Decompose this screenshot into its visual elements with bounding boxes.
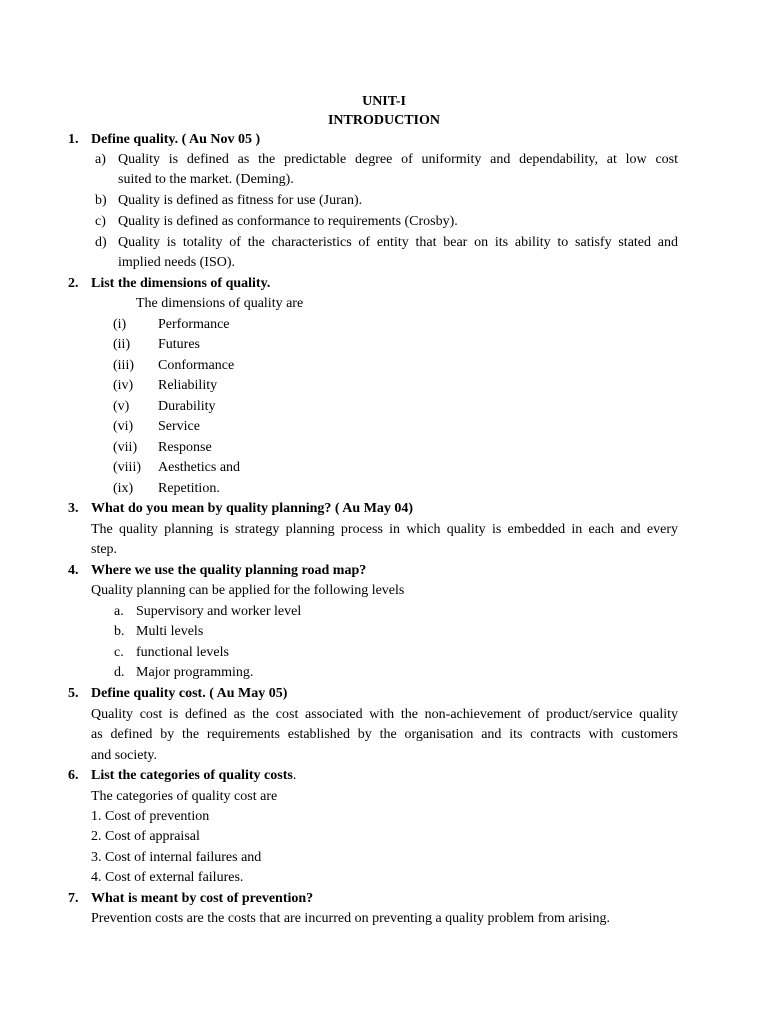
question-title: What do you mean by quality planning? ( Au May 04) (91, 501, 414, 516)
list-item-text: Quality is totality of the characteristics of entity that bear on its ability to satisfy stated and (118, 235, 678, 250)
question-title: List the dimensions of quality. (91, 276, 271, 291)
list-marker: (v) (113, 399, 130, 414)
list-item-text: Quality is defined as the predictable degree of uniformity and dependability, at low cost (118, 152, 678, 167)
paragraph: Quality cost is defined as the cost associated with the non-achievement of product/service quality (91, 707, 678, 722)
list-item-text: 1. Cost of prevention (91, 809, 210, 824)
list-item-text: Supervisory and worker level (136, 604, 302, 619)
list-marker: (iv) (113, 378, 134, 393)
list-marker: d) (95, 235, 107, 250)
list-item-text: Reliability (158, 378, 218, 393)
list-item-text: Major programming. (136, 665, 254, 680)
list-marker: c) (95, 214, 106, 229)
list-marker: c. (114, 645, 124, 660)
list-item-text: Futures (158, 337, 200, 352)
paragraph: and society. (91, 748, 157, 763)
list-marker: (iii) (113, 358, 134, 373)
list-item-text: Performance (158, 317, 230, 332)
paragraph: Quality planning can be applied for the following levels (91, 583, 405, 598)
question-title: Define quality cost. ( Au May 05) (91, 686, 288, 701)
list-item-text: Aesthetics and (158, 460, 241, 475)
question-number: 3. (68, 501, 79, 516)
question-title: Where we use the quality planning road map? (91, 563, 367, 578)
unit-heading: UNIT-I (362, 94, 406, 109)
list-marker: (ii) (113, 337, 131, 352)
list-item-text: Repetition. (158, 481, 220, 496)
list-marker: d. (114, 665, 125, 680)
list-item-text: Multi levels (136, 624, 204, 639)
list-item-text: Service (158, 419, 200, 434)
list-item-text: functional levels (136, 645, 229, 660)
list-item-text: 3. Cost of internal failures and (91, 850, 262, 865)
question-number: 7. (68, 891, 79, 906)
list-item-text: Quality is defined as fitness for use (Juran). (118, 193, 363, 208)
paragraph: Prevention costs are the costs that are incurred on preventing a quality problem from arising. (91, 911, 611, 926)
question-number: 4. (68, 563, 79, 578)
list-item-text: Response (158, 440, 212, 455)
paragraph: as defined by the requirements established by the organisation and its contracts with customers (91, 727, 678, 742)
list-marker: b) (95, 193, 107, 208)
paragraph: The categories of quality cost are (91, 789, 278, 804)
question-title: Define quality. ( Au Nov 05 ) (91, 132, 261, 147)
paragraph: The dimensions of quality are (136, 296, 304, 311)
list-item-text: Quality is defined as conformance to requirements (Crosby). (118, 214, 458, 229)
question-number: 5. (68, 686, 79, 701)
paragraph: step. (91, 542, 118, 557)
paragraph: The quality planning is strategy planning process in which quality is embedded in each and every (91, 522, 678, 537)
question-title: What is meant by cost of prevention? (91, 891, 314, 906)
question-title (91, 766, 296, 786)
list-marker: (i) (113, 317, 127, 332)
list-marker: (ix) (113, 481, 134, 496)
list-marker: (vi) (113, 419, 134, 434)
list-item-text: Conformance (158, 358, 235, 373)
list-marker: a. (114, 604, 124, 619)
list-marker: (viii) (113, 460, 141, 475)
list-item-text: 4. Cost of external failures. (91, 870, 244, 885)
question-title-text: List the categories of quality costs (91, 768, 293, 783)
question-title-period: . (292, 768, 297, 783)
list-marker: a) (95, 152, 106, 167)
list-marker: b. (114, 624, 125, 639)
list-item-text: Durability (158, 399, 216, 414)
list-marker: (vii) (113, 440, 138, 455)
list-item-text: implied needs (ISO). (118, 255, 236, 270)
list-item-text: suited to the market. (Deming). (118, 172, 294, 187)
list-item-text: 2. Cost of appraisal (91, 829, 200, 844)
question-number: 1. (68, 132, 79, 147)
question-number: 6. (68, 768, 79, 783)
question-number: 2. (68, 276, 79, 291)
page-title: INTRODUCTION (327, 113, 440, 128)
